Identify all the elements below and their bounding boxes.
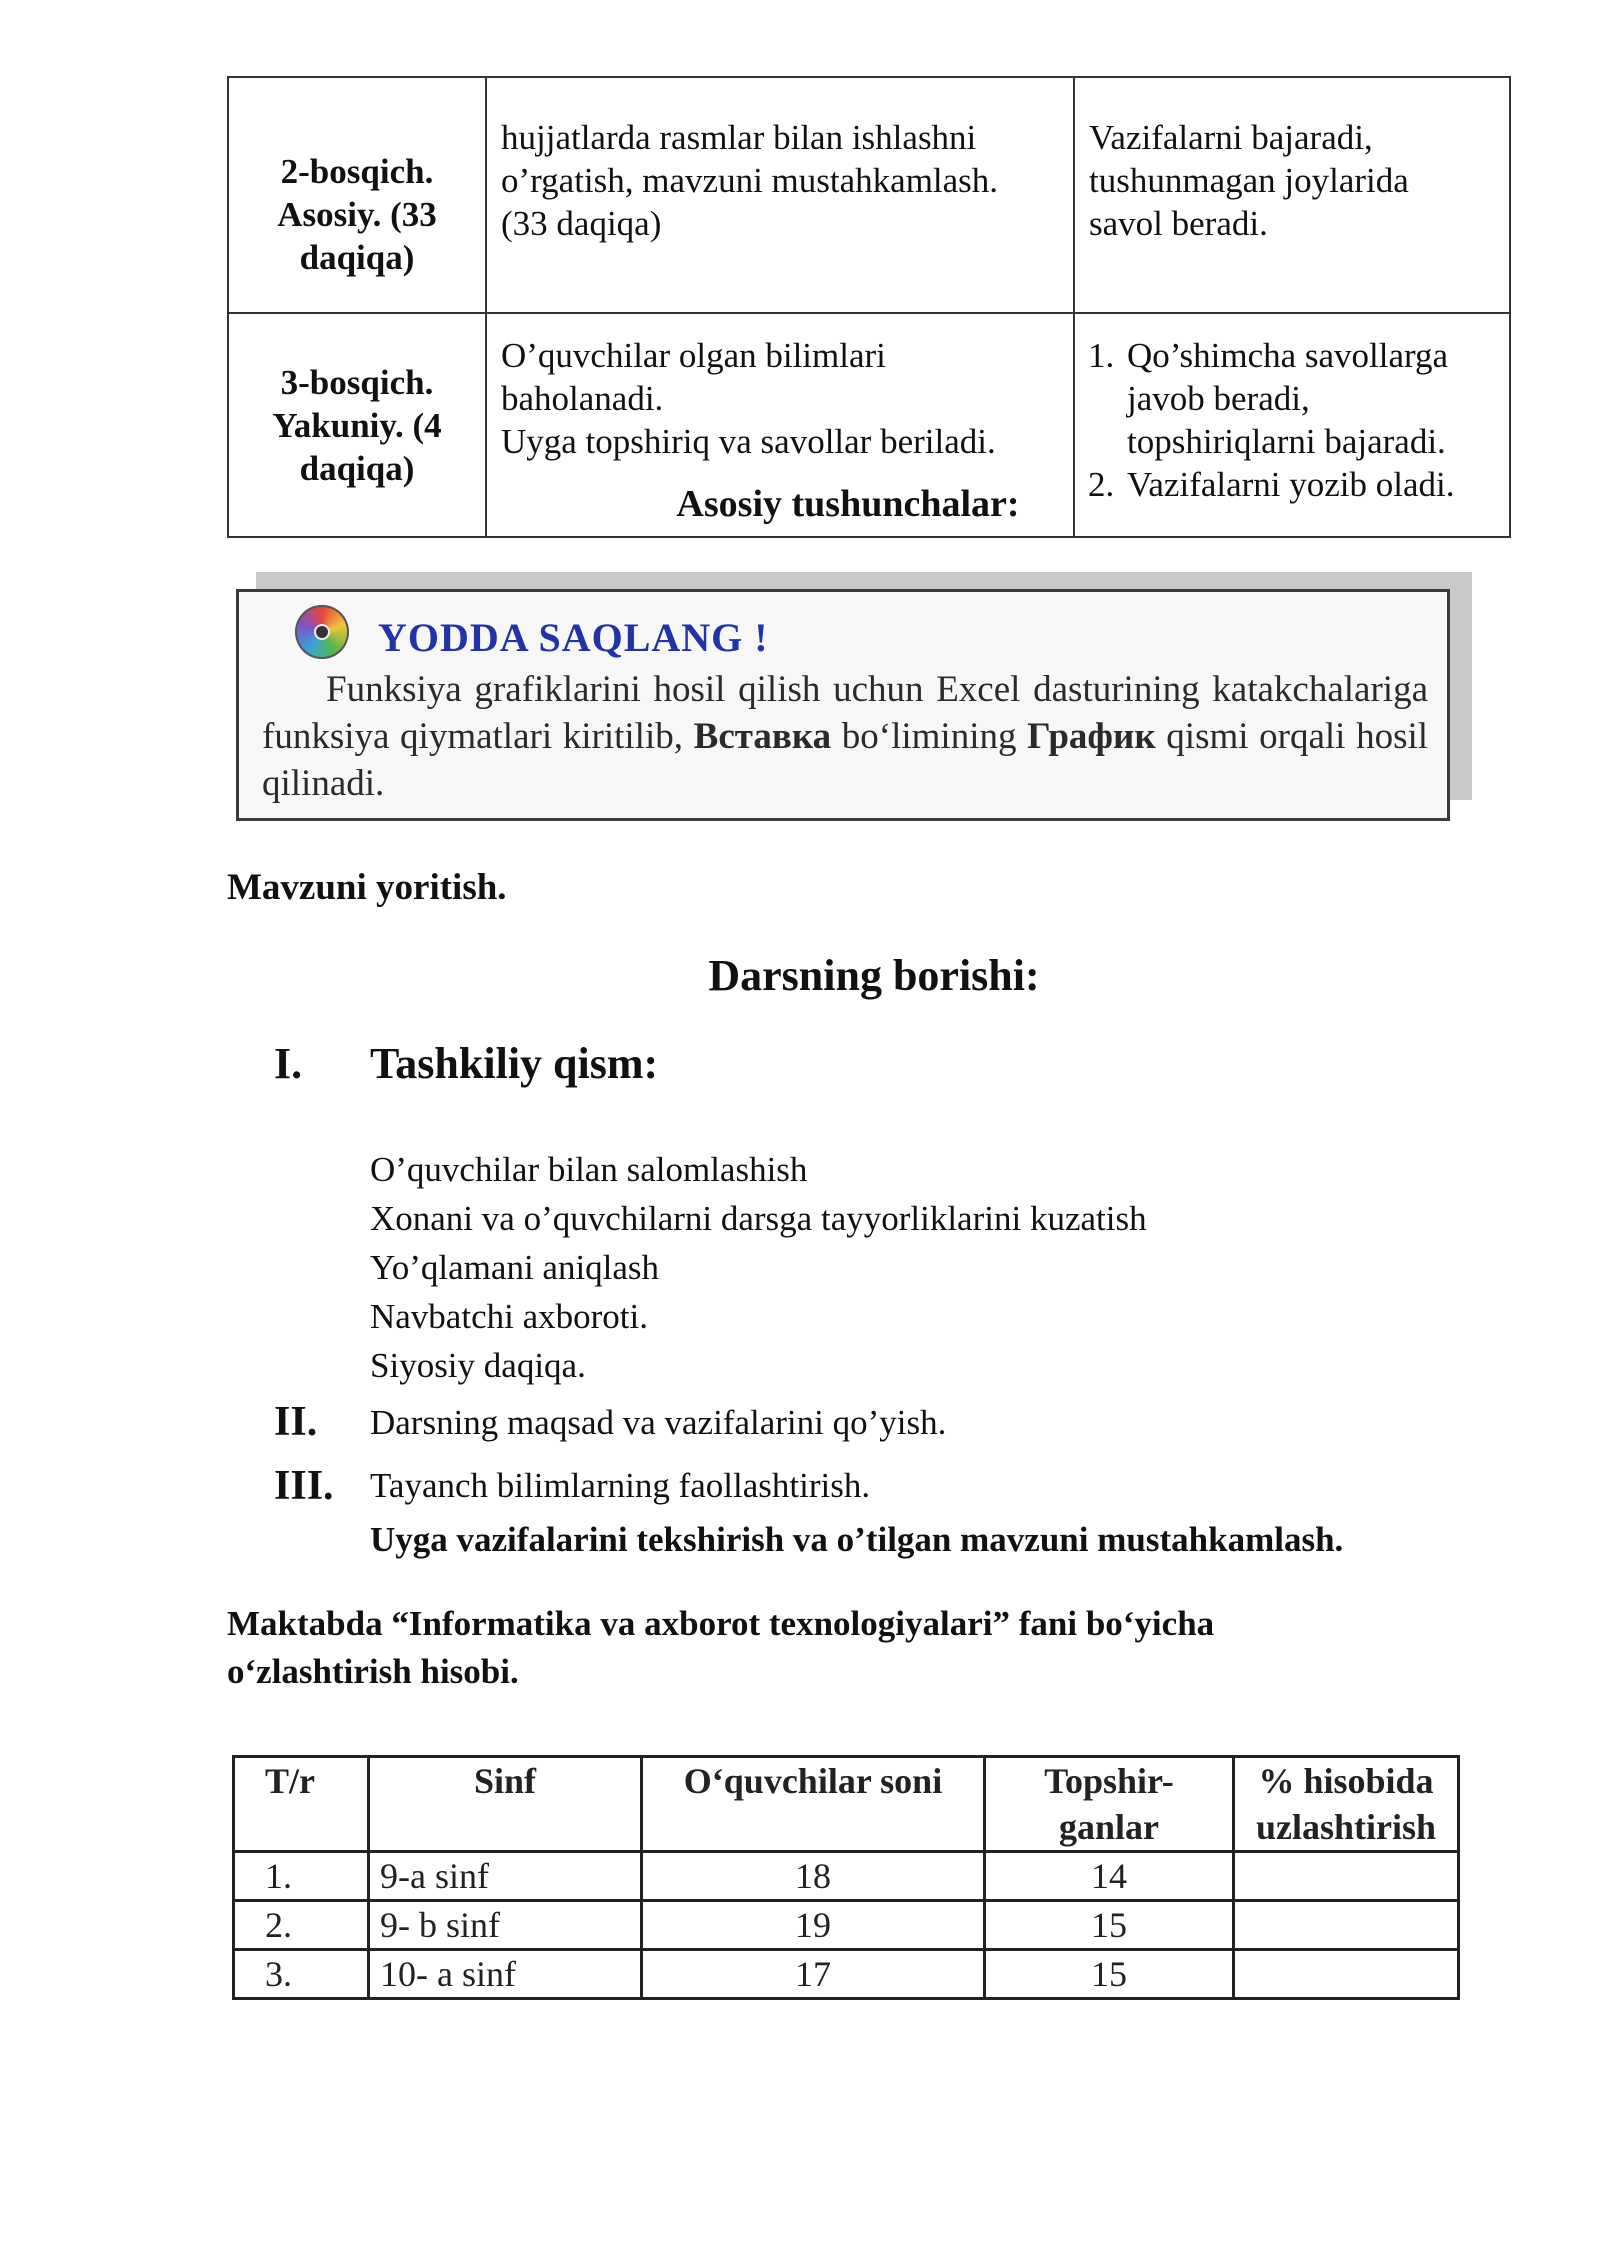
section-numeral: I.	[274, 1039, 303, 1088]
cell-line: savol beradi.	[1089, 204, 1268, 243]
student-activity-cell	[1074, 77, 1510, 313]
basic-concepts-heading: Asosiy tushunchalar:	[676, 483, 1020, 525]
table-cell: 9-a sinf	[369, 1852, 642, 1901]
cell-line: Vazifalarni bajaradi,	[1089, 118, 1373, 157]
header-line: uzlashtirish	[1255, 1807, 1437, 1847]
header-line: ganlar	[1058, 1807, 1159, 1847]
header-line: T/r	[265, 1761, 315, 1801]
stage-line: daqiqa)	[299, 448, 415, 488]
cell-line: baholanadi.	[501, 379, 664, 418]
table-cell: 9- b sinf	[369, 1901, 642, 1950]
list-item: Xonani va o’quvchilarni darsga tayyorliklarini kuzatish	[370, 1199, 1147, 1238]
cell-line: 1. Qo’shimcha savollarga	[1127, 336, 1449, 375]
cell-line: Uyga topshiriq va savollar beriladi.	[501, 422, 996, 461]
list-item: O’quvchilar bilan salomlashish	[370, 1150, 808, 1189]
header-cell	[234, 1757, 369, 1852]
remember-title: YODDA SAQLANG !	[378, 615, 769, 660]
list-item: Yo’qlamani aniqlash	[370, 1248, 660, 1287]
caption-line: o‘zlashtirish hisobi.	[227, 1652, 519, 1691]
cell-line: 2. Vazifalarni yozib oladi.	[1127, 465, 1455, 504]
remember-bold-term: Вставка	[693, 716, 832, 757]
header-cell	[985, 1757, 1234, 1852]
section1-items	[370, 1145, 1147, 1390]
cell-line: javob beradi,	[1127, 379, 1310, 418]
caption-line: Maktabda “Informatika va axborot texnologiyalari” fani bo‘yicha	[227, 1604, 1215, 1643]
table-cell	[1234, 1852, 1459, 1901]
achievement-table	[232, 1755, 1460, 2000]
section-numeral: III.	[274, 1463, 334, 1509]
section-numeral: II.	[274, 1399, 318, 1445]
stage-line: 3-bosqich.	[280, 362, 434, 402]
stage-line: Yakuniy. (4	[272, 405, 442, 445]
stats-caption	[227, 1600, 1214, 1696]
header-line: O‘quvchilar soni	[683, 1761, 943, 1801]
header-line: % hisobida	[1258, 1761, 1434, 1801]
student-activity-list	[1079, 334, 1495, 506]
list-item: Siyosiy daqiqa.	[370, 1346, 586, 1385]
header-line: Topshir-	[1044, 1761, 1174, 1801]
table-cell: 10- a sinf	[369, 1950, 642, 1999]
cell-line: topshiriqlarni bajaradi.	[1127, 422, 1446, 461]
header-cell	[369, 1757, 642, 1852]
table-cell	[1234, 1950, 1459, 1999]
table-cell: 15	[985, 1901, 1234, 1950]
table-header-row	[234, 1757, 1459, 1852]
table-cell	[1234, 1901, 1459, 1950]
remember-text-part: Funksiya grafiklarini hosil qilish uchun Excel dasturining katakchalariga funksiya qiymatlari kiritilib,	[262, 669, 1428, 757]
stage-cell	[228, 77, 486, 313]
remember-text-part: bo‘limining	[841, 716, 1017, 757]
list-item: Navbatchi axboroti.	[370, 1297, 648, 1336]
cell-line: hujjatlarda rasmlar bilan ishlashni	[501, 118, 977, 157]
table-row	[234, 1950, 1459, 1999]
table-cell: 17	[642, 1950, 985, 1999]
header-cell	[642, 1757, 985, 1852]
header-line: Sinf	[473, 1761, 537, 1801]
table-cell: 18	[642, 1852, 985, 1901]
teacher-activity-cell	[486, 77, 1074, 313]
homework-check-text: Uyga vazifalarini tekshirish va o’tilgan mavzuni mustahkamlash.	[370, 1520, 1344, 1559]
lesson-stages-table	[227, 76, 1511, 538]
disc-icon	[295, 605, 349, 659]
table-cell: 14	[985, 1852, 1234, 1901]
cell-line: tushunmagan joylarida	[1089, 161, 1409, 200]
table-row	[228, 77, 1510, 313]
section-title: Tashkiliy qism:	[370, 1039, 659, 1088]
stage-line: daqiqa)	[299, 237, 415, 277]
table-cell: 2.	[234, 1901, 369, 1950]
remember-bold-term: График	[1027, 716, 1156, 757]
stage-line: Asosiy. (33	[277, 194, 437, 234]
section-text: Darsning maqsad va vazifalarini qo’yish.	[370, 1403, 947, 1442]
table-cell: 15	[985, 1950, 1234, 1999]
section-text: Tayanch bilimlarning faollashtirish.	[370, 1466, 871, 1505]
table-cell: 1.	[234, 1852, 369, 1901]
remember-text-part: qismi orqali hosil qilinadi.	[262, 716, 1429, 804]
cell-line: o’rgatish, mavzuni mustahkamlash.	[501, 161, 999, 200]
header-cell	[1234, 1757, 1459, 1852]
list-item	[1123, 334, 1495, 463]
topic-heading: Mavzuni yoritish.	[227, 867, 507, 908]
table-row	[234, 1901, 1459, 1950]
lesson-flow-heading: Darsning borishi:	[708, 951, 1040, 1000]
remember-text	[262, 666, 1428, 807]
cell-line: (33 daqiqa)	[501, 204, 662, 243]
table-cell: 19	[642, 1901, 985, 1950]
table-cell: 3.	[234, 1950, 369, 1999]
cell-line: O’quvchilar olgan bilimlari	[501, 336, 886, 375]
stage-line: 2-bosqich.	[280, 151, 434, 191]
table-row	[234, 1852, 1459, 1901]
